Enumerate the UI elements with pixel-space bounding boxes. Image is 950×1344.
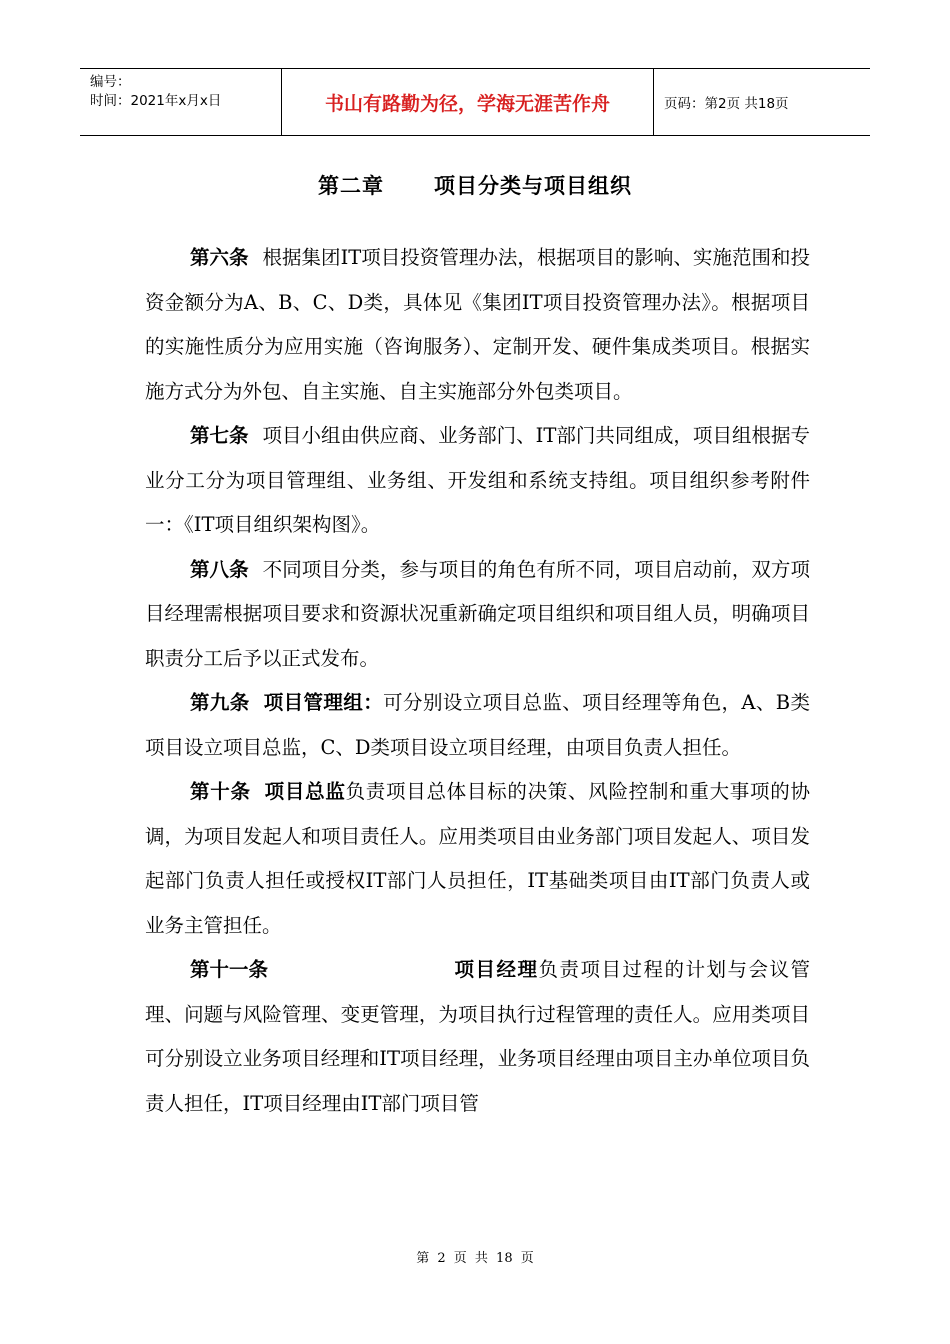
document-header [80, 68, 870, 136]
article-text: 不同项目分类，参与项目的角色有所不同，项目启动前，双方项目经理需根据项目要求和资源状况重新确定项目组织和项目组人员，明确项目职责分工后予以正式发布。 [145, 557, 810, 670]
article-keyword: 项目经理 [453, 958, 539, 981]
article-label: 第七条 [190, 424, 249, 447]
chapter-number: 第二章 [318, 174, 384, 198]
article-label: 第六条 [190, 246, 249, 269]
header-meta-cell [80, 69, 282, 135]
article-text: 可分别设立项目总监、项目经理等角色，A、B类项目设立项目总监，C、D类项目设立项目经理，由项目负责人担任。 [145, 691, 810, 759]
article-label: 第十条 [190, 780, 251, 803]
article-label: 第八条 [190, 557, 249, 581]
header-motto [282, 69, 654, 135]
article-8 [145, 548, 810, 682]
article-text: 负责项目总体目标的决策、风险控制和重大事项的协调，为项目发起人和项目责任人。应用类项目由业务部门项目发起人、项目发起部门负责人担任或授权IT部门人员担任，IT基础类项目由IT部门负责人或业务主管担任。 [145, 780, 810, 937]
chapter-name: 项目分类与项目组织 [434, 174, 632, 198]
article-11 [145, 948, 810, 1126]
document-time-label: 时间：2021年x月x日 [90, 93, 222, 109]
article-label: 第九条 [190, 691, 250, 714]
article-text: 根据集团IT项目投资管理办法，根据项目的影响、实施范围和投资金额分为A、B、C、D类，具体见《集团IT项目投资管理办法》。根据项目的实施性质分为应用实施（咨询服务）、定制开发、硬件集成类项目。根据实施方式分为外包、自主实施、自主实施部分外包类项目。 [145, 246, 810, 403]
article-text: 负责项目过程的计划与会议管理、问题与风险管理、变更管理，为项目执行过程管理的责任人。应用类项目可分别设立业务项目经理和IT项目经理，业务项目经理由项目主办单位项目负责人担任，IT项目经理由IT部门项目管 [145, 958, 810, 1115]
article-keyword: 项目总监 [264, 780, 346, 803]
header-page-cell [654, 69, 870, 135]
motto-text: 书山有路勤为径，学海无涯苦作舟 [324, 92, 610, 115]
page-info: 页码：第2页 共18页 [664, 96, 789, 112]
article-7 [145, 414, 810, 548]
article-6 [145, 236, 810, 414]
article-9 [145, 681, 810, 770]
chapter-title [0, 170, 950, 200]
page-footer [0, 1247, 950, 1266]
document-number-label: 编号： [90, 74, 131, 90]
document-body [145, 236, 810, 1126]
article-keyword: 项目管理组： [263, 691, 384, 714]
article-label: 第十一条 [190, 958, 269, 981]
footer-page-number: 第 2 页 共 18 页 [416, 1251, 534, 1266]
article-10 [145, 770, 810, 948]
article-text: 项目小组由供应商、业务部门、IT部门共同组成，项目组根据专业分工分为项目管理组、业务组、开发组和系统支持组。项目组织参考附件一：《IT项目组织架构图》。 [145, 424, 810, 536]
